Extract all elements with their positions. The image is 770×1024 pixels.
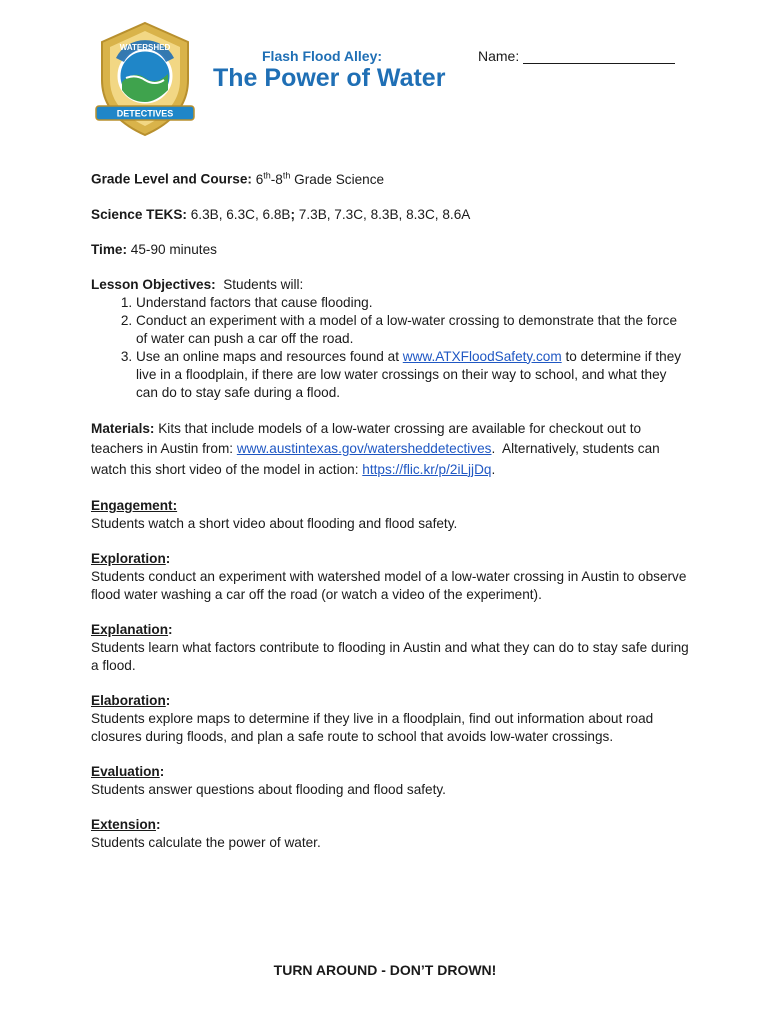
worksheet-title: The Power of Water — [213, 64, 446, 92]
section-exploration — [91, 550, 691, 604]
section-heading: Evaluation: — [91, 764, 165, 780]
section-text: Students calculate the power of water. — [91, 835, 321, 851]
worksheet-subtitle: Flash Flood Alley: — [262, 48, 383, 64]
list-item: 3. Use an online maps and resources found at www.ATXFloodSafety.com to determine if they live in a floodplain, if there are low water crossings on their way to school, and what they can do to stay safe during a flood. — [136, 348, 691, 402]
materials: Materials: Kits that include models of a low-water crossing are available for checkout out to teachers in Austin from: www.austintexas.gov/watersheddetectives. Alternatively, students can watch this short video of the model in action: https://flic.kr/p/2iLjjDq. — [91, 420, 664, 477]
section-elaboration — [91, 692, 691, 746]
grade-value: 6th-8th Grade Science — [255, 170, 385, 187]
watershed-detectives-logo — [90, 20, 200, 138]
section-heading: Extension: — [91, 817, 161, 833]
watershed-detectives-link[interactable]: www.austintexas.gov/watersheddetectives — [236, 441, 492, 457]
list-item: 2. Conduct an experiment with a model of a low-water crossing to demonstrate that the force of water can push a car off the road. — [136, 312, 691, 348]
section-text: Students learn what factors contribute to flooding in Austin and what they can do to stay safe during a flood. — [91, 640, 689, 674]
objectives-label: Lesson Objectives: — [91, 276, 216, 292]
teks-label: Science TEKS: — [91, 206, 187, 222]
section-heading: Engagement: — [91, 498, 178, 514]
lesson-objectives: Lesson Objectives: Students will: 1. Understand factors that cause flooding. 2. Conduct an experiment with a model of a low-water crossing to demonstrate that the force of water can push a car off the road. 3. Use an online maps and resources found at www.ATXFloodSafety.com to determine if they live in a floodplain, if there are low water crossings on their way to school, and what they can do to stay safe during a flood. — [91, 276, 691, 402]
section-text: Students conduct an experiment with watershed model of a low-water crossing in Austin to observe flood water washing a car off the road (or watch a video of the experiment). — [91, 569, 687, 603]
section-extension — [91, 816, 691, 852]
video-link[interactable]: https://flic.kr/p/2iLjjDq — [362, 461, 492, 477]
name-blank-line — [523, 49, 675, 64]
footer-slogan: TURN AROUND - DON’T DROWN! — [273, 962, 497, 978]
list-item: 1. Understand factors that cause flooding. — [136, 294, 691, 312]
grade-level — [91, 166, 691, 189]
materials-label: Materials: — [91, 420, 155, 436]
section-text: Students answer questions about flooding and flood safety. — [91, 782, 446, 798]
section-engagement — [91, 497, 691, 533]
section-evaluation — [91, 763, 691, 799]
section-heading: Explanation: — [91, 622, 173, 638]
objectives-list — [91, 294, 691, 402]
science-teks: Science TEKS: 6.3B, 6.3C, 6.8B; 7.3B, 7.3C, 8.3B, 8.3C, 8.6A — [91, 206, 471, 222]
section-heading: Exploration: — [91, 551, 171, 567]
lesson-content — [91, 166, 691, 869]
name-field — [478, 48, 675, 64]
section-text: Students explore maps to determine if they live in a floodplain, find out information about road closures during floods, and plan a safe route to school that avoids low-water crossings. — [91, 711, 654, 745]
time-value: 45-90 minutes — [127, 241, 217, 257]
time — [91, 241, 691, 259]
time-label: Time: — [91, 241, 128, 257]
section-explanation — [91, 621, 691, 675]
section-heading: Elaboration: — [91, 693, 171, 709]
grade-label: Grade Level and Course: — [91, 171, 252, 187]
badge-top-text: WATERSHED — [119, 43, 171, 52]
atx-flood-safety-link[interactable]: www.ATXFloodSafety.com — [402, 348, 562, 364]
name-label: Name: — [478, 48, 520, 64]
section-text: Students watch a short video about flooding and flood safety. — [91, 516, 458, 532]
badge-bottom-text: DETECTIVES — [116, 108, 174, 119]
